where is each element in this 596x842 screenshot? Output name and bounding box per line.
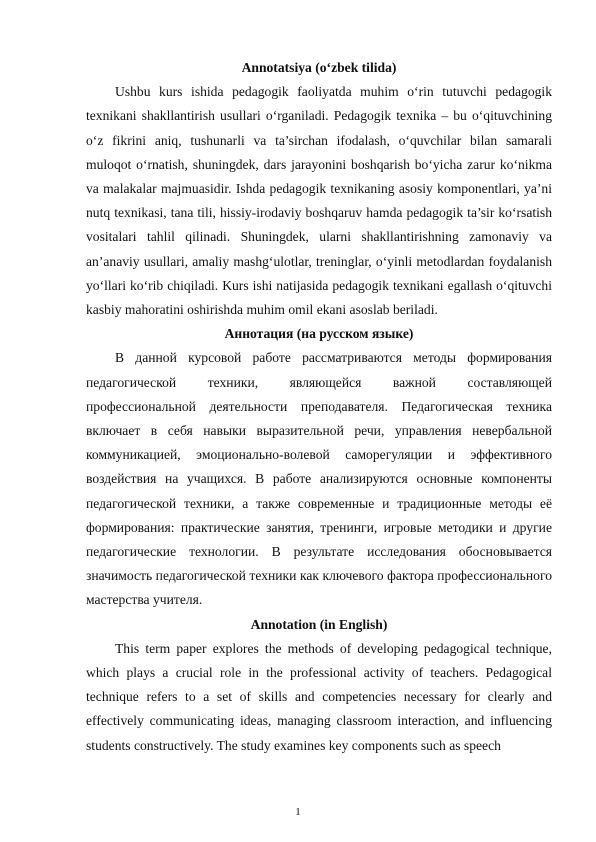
paragraph-english-annotation: This term paper explores the methods of developing pedagogical technique, which plays a crucial role in the professional activity of teachers. Pedagogical technique refers to a set of skills and competencies necessary for clearly and effectively communicating ideas, managing classroom interaction, and influencing students constructively. The study examines key components such as speech xyxy=(86,640,552,753)
heading-russian-annotation: Аннотация (на русском языке) xyxy=(224,326,414,342)
heading-english-annotation: Annotation (in English) xyxy=(250,616,388,632)
paragraph-uzbek-annotation: Ushbu kurs ishida pedagogik faoliyatda muhim o‘rin tutuvchi pedagogik texnikani shakllantirish usullari o‘rganiladi. Pedagogik texnika – bu o‘qituvchining o‘z fikrini aniq, tushunarli va ta’sirchan ifodalash, o‘quvchilar bilan samarali muloqot o‘rnatish, shuningdek, dars jarayonini boshqarish bo‘yicha zarur ko‘nikma va malakalar majmuasidir. Ishda pedagogik texnikaning asosiy komponentlari, ya’ni nutq texnikasi, tana tili, hissiy-irodaviy boshqaruv hamda pedagogik ta’sir ko‘rsatish vositalari tahlil qilinadi. Shuningdek, ularni shakllantirishning zamonaviy va an’anaviy usullari, amaliy mashg‘ulotlar, treninglar, o‘yinli metodlardan foydalanish yo‘llari ko‘rib chiqiladi. Kurs ishi natijasida pedagogik texnikani egallash o‘qituvchi kasbiy mahoratini oshirishda muhim omil ekani asoslab beriladi. xyxy=(86,84,552,318)
heading-uzbek-annotation: Annotatsiya (o‘zbek tilida) xyxy=(241,60,397,75)
page-number: 1 xyxy=(295,806,301,818)
paragraph-russian-annotation: В данной курсовой работе рассматриваются методы формирования педагогической техники, являющейся важной составляющей профессиональной деятельности преподавателя. Педагогическая техника включает в себя навыки выразительной речи, управления невербальной коммуникацией, эмоционально-волевой саморегуляции и эффективного воздействия на учащихся. В работе анализируются основные компоненты педагогической техники, а также современные и традиционные методы её формирования: практические занятия, тренинги, игровые методики и другие педагогические технологии. В результате исследования обосновывается значимость педагогической техники как ключевого фактора профессионального мастерства учителя. xyxy=(86,350,552,608)
